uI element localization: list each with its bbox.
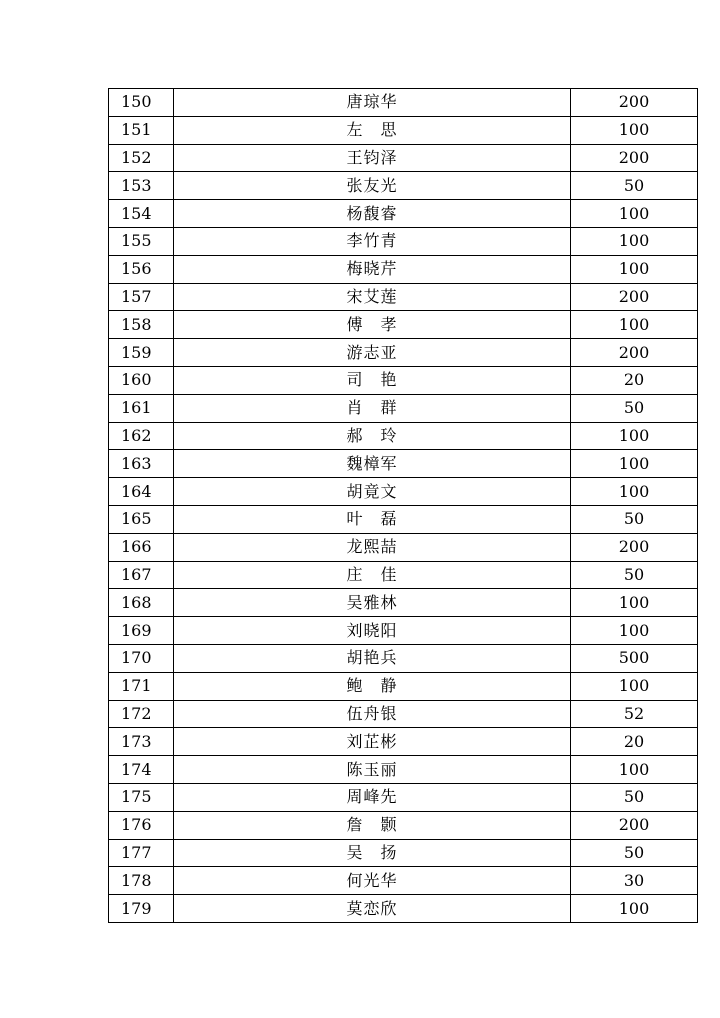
- table-row: [109, 783, 698, 811]
- name-cell: 刘晓阳: [174, 617, 571, 645]
- amount-cell: 200: [571, 339, 698, 367]
- table-row: [109, 589, 698, 617]
- row-number-cell: 163: [109, 450, 174, 478]
- row-number-cell: 155: [109, 227, 174, 255]
- amount-cell: 200: [571, 811, 698, 839]
- name-cell: 司 艳: [174, 366, 571, 394]
- table-row: [109, 672, 698, 700]
- table-row: [109, 339, 698, 367]
- amount-cell: 100: [571, 756, 698, 784]
- amount-cell: 100: [571, 422, 698, 450]
- table-row: [109, 728, 698, 756]
- name-cell: 伍舟银: [174, 700, 571, 728]
- row-number-cell: 156: [109, 255, 174, 283]
- amount-cell: 100: [571, 255, 698, 283]
- name-cell: 叶 磊: [174, 505, 571, 533]
- amount-cell: 100: [571, 672, 698, 700]
- name-cell: 肖 群: [174, 394, 571, 422]
- row-number-cell: 162: [109, 422, 174, 450]
- row-number-cell: 160: [109, 366, 174, 394]
- name-cell: 龙熙喆: [174, 533, 571, 561]
- amount-cell: 50: [571, 505, 698, 533]
- table-row: [109, 89, 698, 117]
- table-row: [109, 478, 698, 506]
- name-cell: 唐琼华: [174, 89, 571, 117]
- amount-cell: 500: [571, 644, 698, 672]
- table-row: [109, 839, 698, 867]
- name-cell: 陈玉丽: [174, 756, 571, 784]
- amount-cell: 50: [571, 394, 698, 422]
- row-number-cell: 171: [109, 672, 174, 700]
- row-number-cell: 175: [109, 783, 174, 811]
- table-row: [109, 394, 698, 422]
- donation-table: [108, 88, 698, 923]
- table-row: [109, 366, 698, 394]
- amount-cell: 20: [571, 366, 698, 394]
- name-cell: 左 思: [174, 116, 571, 144]
- name-cell: 魏樟军: [174, 450, 571, 478]
- name-cell: 刘芷彬: [174, 728, 571, 756]
- table-row: [109, 533, 698, 561]
- name-cell: 鲍 静: [174, 672, 571, 700]
- name-cell: 吴 扬: [174, 839, 571, 867]
- table-row: [109, 644, 698, 672]
- amount-cell: 100: [571, 895, 698, 923]
- table-row: [109, 144, 698, 172]
- table-row: [109, 200, 698, 228]
- row-number-cell: 150: [109, 89, 174, 117]
- table-body: [109, 89, 698, 923]
- row-number-cell: 177: [109, 839, 174, 867]
- row-number-cell: 167: [109, 561, 174, 589]
- row-number-cell: 153: [109, 172, 174, 200]
- amount-cell: 50: [571, 783, 698, 811]
- table-row: [109, 867, 698, 895]
- row-number-cell: 166: [109, 533, 174, 561]
- name-cell: 胡竟文: [174, 478, 571, 506]
- row-number-cell: 174: [109, 756, 174, 784]
- table-row: [109, 895, 698, 923]
- amount-cell: 50: [571, 561, 698, 589]
- name-cell: 杨馥睿: [174, 200, 571, 228]
- amount-cell: 100: [571, 478, 698, 506]
- row-number-cell: 161: [109, 394, 174, 422]
- name-cell: 何光华: [174, 867, 571, 895]
- table-row: [109, 811, 698, 839]
- amount-cell: 200: [571, 283, 698, 311]
- row-number-cell: 172: [109, 700, 174, 728]
- table-row: [109, 422, 698, 450]
- amount-cell: 100: [571, 200, 698, 228]
- row-number-cell: 179: [109, 895, 174, 923]
- amount-cell: 30: [571, 867, 698, 895]
- name-cell: 周峰先: [174, 783, 571, 811]
- amount-cell: 200: [571, 89, 698, 117]
- name-cell: 胡艳兵: [174, 644, 571, 672]
- amount-cell: 200: [571, 144, 698, 172]
- name-cell: 詹 颢: [174, 811, 571, 839]
- table-row: [109, 172, 698, 200]
- name-cell: 梅晓芹: [174, 255, 571, 283]
- table-row: [109, 617, 698, 645]
- name-cell: 傅 孝: [174, 311, 571, 339]
- name-cell: 李竹青: [174, 227, 571, 255]
- table-row: [109, 450, 698, 478]
- row-number-cell: 159: [109, 339, 174, 367]
- table-row: [109, 505, 698, 533]
- name-cell: 庄 佳: [174, 561, 571, 589]
- amount-cell: 100: [571, 116, 698, 144]
- table-row: [109, 283, 698, 311]
- amount-cell: 50: [571, 839, 698, 867]
- name-cell: 王钧泽: [174, 144, 571, 172]
- table-row: [109, 700, 698, 728]
- table-row: [109, 255, 698, 283]
- row-number-cell: 170: [109, 644, 174, 672]
- name-cell: 张友光: [174, 172, 571, 200]
- name-cell: 游志亚: [174, 339, 571, 367]
- amount-cell: 20: [571, 728, 698, 756]
- row-number-cell: 154: [109, 200, 174, 228]
- name-cell: 郝 玲: [174, 422, 571, 450]
- table-row: [109, 227, 698, 255]
- row-number-cell: 152: [109, 144, 174, 172]
- amount-cell: 100: [571, 227, 698, 255]
- amount-cell: 100: [571, 311, 698, 339]
- row-number-cell: 158: [109, 311, 174, 339]
- amount-cell: 200: [571, 533, 698, 561]
- row-number-cell: 165: [109, 505, 174, 533]
- name-cell: 莫恋欣: [174, 895, 571, 923]
- row-number-cell: 164: [109, 478, 174, 506]
- amount-cell: 100: [571, 589, 698, 617]
- table-row: [109, 561, 698, 589]
- amount-cell: 100: [571, 450, 698, 478]
- row-number-cell: 176: [109, 811, 174, 839]
- row-number-cell: 157: [109, 283, 174, 311]
- row-number-cell: 178: [109, 867, 174, 895]
- row-number-cell: 168: [109, 589, 174, 617]
- row-number-cell: 173: [109, 728, 174, 756]
- name-cell: 吴雅林: [174, 589, 571, 617]
- table-row: [109, 116, 698, 144]
- row-number-cell: 169: [109, 617, 174, 645]
- amount-cell: 52: [571, 700, 698, 728]
- table-row: [109, 756, 698, 784]
- row-number-cell: 151: [109, 116, 174, 144]
- name-cell: 宋艾莲: [174, 283, 571, 311]
- amount-cell: 100: [571, 617, 698, 645]
- amount-cell: 50: [571, 172, 698, 200]
- table-row: [109, 311, 698, 339]
